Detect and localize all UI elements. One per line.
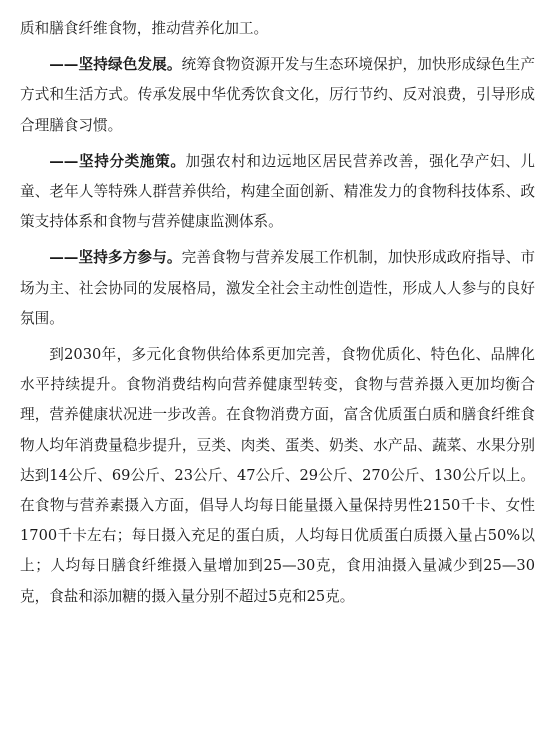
paragraph-text: 统筹食物资源开发与生态环境保护，加快形成绿色生产方式和生活方式。传承发展中华优秀饮食文化，厉行节约、反对浪费，引导形成合理膳食习惯。 xyxy=(20,56,535,134)
paragraph-2030-goals xyxy=(20,340,535,612)
paragraph-text: 完善食物与营养发展工作机制，加快形成政府指导、市场为主、社会协同的发展格局，激发全社会主动性创造性，形成人人参与的良好氛围。 xyxy=(20,249,535,327)
paragraph-lead: ——坚持多方参与。 xyxy=(49,249,182,267)
paragraph-multi-party xyxy=(20,243,535,334)
paragraph-text: 到2030年，多元化食物供给体系更加完善，食物优质化、特色化、品牌化水平持续提升。食物消费结构向营养健康型转变，食物与营养摄入更加均衡合理，营养健康状况进一步改善。在食物消费方面，富含优质蛋白质和膳食纤维食物人均年消费量稳步提升，豆类、肉类、蛋类、奶类、水产品、蔬菜、水果分别达到14公斤、69公斤、23公斤、47公斤、29公斤、270公斤、130公斤以上。在食物与营养素摄入方面，倡导人均每日能量摄入量保持男性2150千卡、女性1700千卡左右；每日摄入充足的蛋白质，人均每日优质蛋白质摄入量占50%以上；人均每日膳食纤维摄入量增加到25—30克，食用油摄入量减少到25—30克，食盐和添加糖的摄入量分别不超过5克和25克。 xyxy=(20,346,535,605)
paragraph-continuation xyxy=(20,14,535,44)
paragraph-text: 加强农村和边远地区居民营养改善，强化孕产妇、儿童、老年人等特殊人群营养供给，构建全面创新、精准发力的食物科技体系、政策支持体系和食物与营养健康监测体系。 xyxy=(20,152,535,231)
paragraph-text: 质和膳食纤维食物，推动营养化加工。 xyxy=(20,20,269,37)
paragraph-lead: ——坚持绿色发展。 xyxy=(49,56,182,74)
paragraph-classified-policy xyxy=(20,147,535,238)
paragraph-lead: ——坚持分类施策。 xyxy=(49,152,186,170)
paragraph-green-development xyxy=(20,50,535,141)
